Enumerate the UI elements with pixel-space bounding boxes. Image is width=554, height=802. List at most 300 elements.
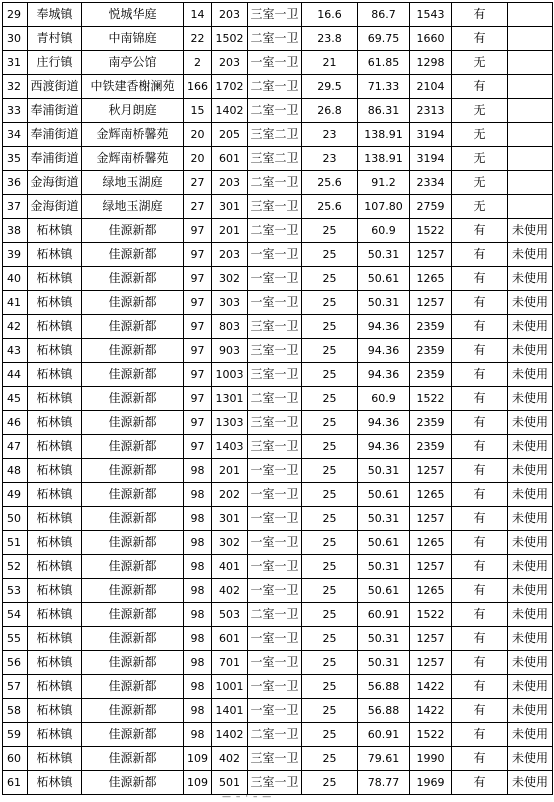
cell-area: 138.91 <box>358 123 410 147</box>
cell-room: 1402 <box>212 99 248 123</box>
cell-area: 50.61 <box>358 267 410 291</box>
cell-amount: 2359 <box>410 363 452 387</box>
cell-room: 1702 <box>212 75 248 99</box>
cell-room: 1402 <box>212 723 248 747</box>
cell-amount: 1543 <box>410 3 452 27</box>
cell-community: 佳源新都 <box>82 555 184 579</box>
cell-community: 佳源新都 <box>82 435 184 459</box>
table-row <box>3 459 553 483</box>
table-row <box>3 339 553 363</box>
cell-community: 秋月朗庭 <box>82 99 184 123</box>
table-row <box>3 435 553 459</box>
cell-row-number: 50 <box>3 507 28 531</box>
cell-row-number: 48 <box>3 459 28 483</box>
cell-building: 97 <box>184 339 212 363</box>
cell-community: 佳源新都 <box>82 723 184 747</box>
cell-community: 绿地玉湖庭 <box>82 195 184 219</box>
cell-community: 佳源新都 <box>82 675 184 699</box>
cell-area: 94.36 <box>358 411 410 435</box>
cell-town: 柘林镇 <box>28 723 82 747</box>
cell-room: 501 <box>212 771 248 795</box>
cell-status: 有 <box>452 27 508 51</box>
cell-row-number: 29 <box>3 3 28 27</box>
cell-amount: 1257 <box>410 651 452 675</box>
cell-room: 203 <box>212 243 248 267</box>
cell-status: 无 <box>452 99 508 123</box>
cell-community: 佳源新都 <box>82 363 184 387</box>
cell-usage <box>508 195 553 219</box>
cell-room: 1001 <box>212 675 248 699</box>
cell-rate: 21 <box>302 51 358 75</box>
cell-community: 佳源新都 <box>82 459 184 483</box>
table-row <box>3 723 553 747</box>
cell-row-number: 31 <box>3 51 28 75</box>
cell-area: 94.36 <box>358 315 410 339</box>
cell-area: 50.31 <box>358 507 410 531</box>
cell-community: 佳源新都 <box>82 771 184 795</box>
housing-table <box>2 2 553 795</box>
table-row <box>3 579 553 603</box>
cell-status: 有 <box>452 435 508 459</box>
cell-layout: 二室一卫 <box>248 723 302 747</box>
cell-rate: 23 <box>302 147 358 171</box>
cell-row-number: 43 <box>3 339 28 363</box>
cell-status: 有 <box>452 603 508 627</box>
cell-usage: 未使用 <box>508 747 553 771</box>
cell-status: 有 <box>452 387 508 411</box>
cell-row-number: 30 <box>3 27 28 51</box>
cell-row-number: 60 <box>3 747 28 771</box>
cell-row-number: 37 <box>3 195 28 219</box>
cell-building: 20 <box>184 147 212 171</box>
cell-status: 有 <box>452 75 508 99</box>
cell-town: 柘林镇 <box>28 267 82 291</box>
cell-community: 绿地玉湖庭 <box>82 171 184 195</box>
cell-amount: 1265 <box>410 531 452 555</box>
cell-row-number: 39 <box>3 243 28 267</box>
cell-building: 97 <box>184 219 212 243</box>
cell-amount: 3194 <box>410 123 452 147</box>
cell-row-number: 40 <box>3 267 28 291</box>
cell-row-number: 55 <box>3 627 28 651</box>
cell-area: 86.31 <box>358 99 410 123</box>
cell-community: 南亭公馆 <box>82 51 184 75</box>
cell-amount: 2359 <box>410 315 452 339</box>
cell-building: 27 <box>184 171 212 195</box>
cell-layout: 二室一卫 <box>248 219 302 243</box>
cell-usage <box>508 99 553 123</box>
cell-row-number: 49 <box>3 483 28 507</box>
cell-row-number: 44 <box>3 363 28 387</box>
cell-town: 柘林镇 <box>28 219 82 243</box>
cell-rate: 25 <box>302 219 358 243</box>
page-footer-fragment: — – · – — <box>222 792 273 802</box>
cell-rate: 25 <box>302 555 358 579</box>
cell-status: 有 <box>452 627 508 651</box>
cell-usage <box>508 171 553 195</box>
cell-amount: 1969 <box>410 771 452 795</box>
cell-town: 柘林镇 <box>28 603 82 627</box>
cell-room: 203 <box>212 171 248 195</box>
cell-status: 无 <box>452 195 508 219</box>
cell-usage: 未使用 <box>508 723 553 747</box>
cell-status: 有 <box>452 483 508 507</box>
cell-room: 1403 <box>212 435 248 459</box>
table-body <box>3 3 553 795</box>
cell-rate: 25 <box>302 387 358 411</box>
cell-layout: 二室一卫 <box>248 171 302 195</box>
cell-area: 60.91 <box>358 603 410 627</box>
cell-building: 98 <box>184 675 212 699</box>
cell-room: 301 <box>212 195 248 219</box>
cell-area: 94.36 <box>358 435 410 459</box>
cell-rate: 25 <box>302 603 358 627</box>
cell-layout: 一室一卫 <box>248 267 302 291</box>
cell-row-number: 45 <box>3 387 28 411</box>
table-row <box>3 531 553 555</box>
cell-rate: 25 <box>302 579 358 603</box>
cell-amount: 1265 <box>410 579 452 603</box>
cell-layout: 一室一卫 <box>248 555 302 579</box>
cell-layout: 三室一卫 <box>248 195 302 219</box>
cell-status: 有 <box>452 771 508 795</box>
cell-town: 奉浦街道 <box>28 123 82 147</box>
cell-building: 98 <box>184 483 212 507</box>
cell-rate: 25.6 <box>302 171 358 195</box>
cell-area: 94.36 <box>358 339 410 363</box>
cell-usage: 未使用 <box>508 651 553 675</box>
cell-room: 203 <box>212 3 248 27</box>
cell-town: 庄行镇 <box>28 51 82 75</box>
cell-area: 50.31 <box>358 243 410 267</box>
cell-building: 14 <box>184 3 212 27</box>
cell-row-number: 41 <box>3 291 28 315</box>
cell-community: 佳源新都 <box>82 747 184 771</box>
cell-room: 402 <box>212 747 248 771</box>
cell-town: 柘林镇 <box>28 291 82 315</box>
cell-area: 94.36 <box>358 363 410 387</box>
cell-area: 78.77 <box>358 771 410 795</box>
cell-town: 柘林镇 <box>28 411 82 435</box>
cell-area: 69.75 <box>358 27 410 51</box>
cell-building: 166 <box>184 75 212 99</box>
cell-community: 悦城华庭 <box>82 3 184 27</box>
cell-layout: 一室一卫 <box>248 459 302 483</box>
cell-building: 109 <box>184 747 212 771</box>
cell-usage: 未使用 <box>508 435 553 459</box>
cell-rate: 25 <box>302 291 358 315</box>
cell-usage: 未使用 <box>508 483 553 507</box>
cell-area: 71.33 <box>358 75 410 99</box>
cell-amount: 2334 <box>410 171 452 195</box>
cell-rate: 25.6 <box>302 195 358 219</box>
cell-amount: 1422 <box>410 699 452 723</box>
cell-rate: 25 <box>302 243 358 267</box>
cell-room: 302 <box>212 267 248 291</box>
cell-layout: 三室二卫 <box>248 123 302 147</box>
cell-rate: 25 <box>302 267 358 291</box>
cell-row-number: 59 <box>3 723 28 747</box>
table-row <box>3 219 553 243</box>
table-row <box>3 123 553 147</box>
cell-area: 50.61 <box>358 531 410 555</box>
cell-area: 107.80 <box>358 195 410 219</box>
cell-community: 佳源新都 <box>82 483 184 507</box>
cell-town: 奉城镇 <box>28 3 82 27</box>
cell-row-number: 38 <box>3 219 28 243</box>
cell-town: 柘林镇 <box>28 651 82 675</box>
table-row <box>3 507 553 531</box>
cell-building: 20 <box>184 123 212 147</box>
cell-status: 有 <box>452 3 508 27</box>
table-row <box>3 699 553 723</box>
cell-rate: 25 <box>302 339 358 363</box>
cell-room: 503 <box>212 603 248 627</box>
cell-layout: 三室一卫 <box>248 363 302 387</box>
cell-rate: 25 <box>302 675 358 699</box>
cell-layout: 一室一卫 <box>248 51 302 75</box>
cell-usage <box>508 147 553 171</box>
cell-room: 701 <box>212 651 248 675</box>
cell-layout: 一室一卫 <box>248 675 302 699</box>
cell-town: 柘林镇 <box>28 747 82 771</box>
cell-town: 柘林镇 <box>28 315 82 339</box>
cell-community: 中铁建香榭澜苑 <box>82 75 184 99</box>
cell-area: 60.9 <box>358 387 410 411</box>
cell-building: 97 <box>184 291 212 315</box>
cell-town: 柘林镇 <box>28 579 82 603</box>
cell-usage: 未使用 <box>508 771 553 795</box>
cell-room: 201 <box>212 459 248 483</box>
cell-row-number: 54 <box>3 603 28 627</box>
cell-rate: 16.6 <box>302 3 358 27</box>
cell-area: 50.31 <box>358 627 410 651</box>
cell-rate: 25 <box>302 699 358 723</box>
cell-row-number: 34 <box>3 123 28 147</box>
cell-rate: 25 <box>302 363 358 387</box>
table-row <box>3 99 553 123</box>
cell-building: 27 <box>184 195 212 219</box>
table-row <box>3 555 553 579</box>
cell-room: 1003 <box>212 363 248 387</box>
cell-town: 柘林镇 <box>28 507 82 531</box>
cell-layout: 三室一卫 <box>248 771 302 795</box>
cell-room: 1303 <box>212 411 248 435</box>
cell-area: 56.88 <box>358 675 410 699</box>
cell-area: 50.31 <box>358 291 410 315</box>
cell-room: 1401 <box>212 699 248 723</box>
cell-rate: 25 <box>302 483 358 507</box>
cell-town: 柘林镇 <box>28 675 82 699</box>
cell-room: 203 <box>212 51 248 75</box>
cell-layout: 三室一卫 <box>248 3 302 27</box>
cell-status: 有 <box>452 459 508 483</box>
cell-usage: 未使用 <box>508 531 553 555</box>
cell-layout: 三室一卫 <box>248 747 302 771</box>
cell-amount: 2104 <box>410 75 452 99</box>
cell-rate: 29.5 <box>302 75 358 99</box>
table-row <box>3 3 553 27</box>
cell-town: 柘林镇 <box>28 435 82 459</box>
cell-area: 60.9 <box>358 219 410 243</box>
cell-town: 柘林镇 <box>28 363 82 387</box>
cell-row-number: 53 <box>3 579 28 603</box>
cell-town: 柘林镇 <box>28 555 82 579</box>
cell-area: 79.61 <box>358 747 410 771</box>
cell-layout: 三室二卫 <box>248 147 302 171</box>
cell-layout: 三室一卫 <box>248 315 302 339</box>
cell-amount: 1522 <box>410 219 452 243</box>
cell-building: 98 <box>184 723 212 747</box>
cell-row-number: 47 <box>3 435 28 459</box>
cell-rate: 25 <box>302 507 358 531</box>
cell-room: 202 <box>212 483 248 507</box>
cell-layout: 一室一卫 <box>248 579 302 603</box>
cell-usage: 未使用 <box>508 603 553 627</box>
cell-status: 有 <box>452 723 508 747</box>
cell-status: 有 <box>452 267 508 291</box>
table-row <box>3 147 553 171</box>
cell-layout: 二室一卫 <box>248 603 302 627</box>
cell-building: 98 <box>184 507 212 531</box>
table-row <box>3 771 553 795</box>
cell-building: 98 <box>184 627 212 651</box>
cell-row-number: 35 <box>3 147 28 171</box>
table-row <box>3 51 553 75</box>
cell-row-number: 46 <box>3 411 28 435</box>
cell-status: 无 <box>452 51 508 75</box>
cell-community: 佳源新都 <box>82 339 184 363</box>
cell-amount: 1522 <box>410 723 452 747</box>
cell-amount: 1522 <box>410 387 452 411</box>
cell-status: 有 <box>452 339 508 363</box>
cell-usage: 未使用 <box>508 243 553 267</box>
cell-town: 柘林镇 <box>28 699 82 723</box>
cell-row-number: 33 <box>3 99 28 123</box>
cell-layout: 一室一卫 <box>248 651 302 675</box>
cell-town: 柘林镇 <box>28 531 82 555</box>
cell-status: 有 <box>452 243 508 267</box>
cell-layout: 三室一卫 <box>248 435 302 459</box>
table-row <box>3 171 553 195</box>
cell-community: 佳源新都 <box>82 315 184 339</box>
cell-town: 西渡街道 <box>28 75 82 99</box>
cell-status: 无 <box>452 147 508 171</box>
cell-usage: 未使用 <box>508 315 553 339</box>
table-row <box>3 483 553 507</box>
cell-town: 金海街道 <box>28 171 82 195</box>
cell-community: 佳源新都 <box>82 699 184 723</box>
cell-room: 302 <box>212 531 248 555</box>
cell-amount: 2359 <box>410 435 452 459</box>
table-row <box>3 675 553 699</box>
cell-room: 903 <box>212 339 248 363</box>
cell-area: 50.61 <box>358 579 410 603</box>
cell-status: 有 <box>452 219 508 243</box>
cell-usage: 未使用 <box>508 387 553 411</box>
cell-usage <box>508 27 553 51</box>
table-row <box>3 651 553 675</box>
cell-row-number: 57 <box>3 675 28 699</box>
cell-status: 有 <box>452 651 508 675</box>
cell-community: 佳源新都 <box>82 267 184 291</box>
cell-community: 金辉南桥馨苑 <box>82 123 184 147</box>
cell-building: 97 <box>184 243 212 267</box>
cell-town: 柘林镇 <box>28 771 82 795</box>
cell-rate: 26.8 <box>302 99 358 123</box>
cell-layout: 一室一卫 <box>248 243 302 267</box>
cell-area: 50.61 <box>358 483 410 507</box>
cell-community: 佳源新都 <box>82 507 184 531</box>
cell-status: 有 <box>452 747 508 771</box>
table-row <box>3 387 553 411</box>
cell-rate: 25 <box>302 531 358 555</box>
cell-community: 佳源新都 <box>82 291 184 315</box>
cell-town: 柘林镇 <box>28 339 82 363</box>
cell-status: 有 <box>452 675 508 699</box>
cell-rate: 25 <box>302 411 358 435</box>
cell-status: 有 <box>452 507 508 531</box>
cell-area: 50.31 <box>358 651 410 675</box>
cell-community: 佳源新都 <box>82 243 184 267</box>
cell-area: 50.31 <box>358 459 410 483</box>
cell-town: 柘林镇 <box>28 459 82 483</box>
cell-layout: 一室一卫 <box>248 627 302 651</box>
cell-building: 109 <box>184 771 212 795</box>
cell-room: 301 <box>212 507 248 531</box>
cell-community: 佳源新都 <box>82 627 184 651</box>
cell-usage: 未使用 <box>508 699 553 723</box>
cell-amount: 2313 <box>410 99 452 123</box>
cell-room: 601 <box>212 147 248 171</box>
cell-community: 佳源新都 <box>82 219 184 243</box>
cell-usage: 未使用 <box>508 363 553 387</box>
cell-community: 佳源新都 <box>82 411 184 435</box>
cell-status: 有 <box>452 291 508 315</box>
table-row <box>3 363 553 387</box>
cell-amount: 1422 <box>410 675 452 699</box>
cell-rate: 23 <box>302 123 358 147</box>
cell-status: 无 <box>452 123 508 147</box>
cell-building: 97 <box>184 435 212 459</box>
cell-town: 奉浦街道 <box>28 147 82 171</box>
cell-building: 2 <box>184 51 212 75</box>
cell-status: 有 <box>452 363 508 387</box>
cell-building: 98 <box>184 531 212 555</box>
table-row <box>3 747 553 771</box>
cell-area: 50.31 <box>358 555 410 579</box>
cell-amount: 1298 <box>410 51 452 75</box>
table-row <box>3 267 553 291</box>
cell-usage: 未使用 <box>508 507 553 531</box>
cell-usage: 未使用 <box>508 579 553 603</box>
cell-room: 205 <box>212 123 248 147</box>
cell-building: 98 <box>184 603 212 627</box>
cell-amount: 1257 <box>410 507 452 531</box>
cell-status: 有 <box>452 555 508 579</box>
cell-building: 97 <box>184 267 212 291</box>
cell-building: 97 <box>184 411 212 435</box>
cell-rate: 25 <box>302 771 358 795</box>
cell-amount: 1265 <box>410 267 452 291</box>
cell-status: 有 <box>452 411 508 435</box>
cell-status: 无 <box>452 171 508 195</box>
cell-usage: 未使用 <box>508 627 553 651</box>
cell-rate: 25 <box>302 315 358 339</box>
cell-amount: 2359 <box>410 339 452 363</box>
cell-building: 22 <box>184 27 212 51</box>
cell-building: 97 <box>184 315 212 339</box>
